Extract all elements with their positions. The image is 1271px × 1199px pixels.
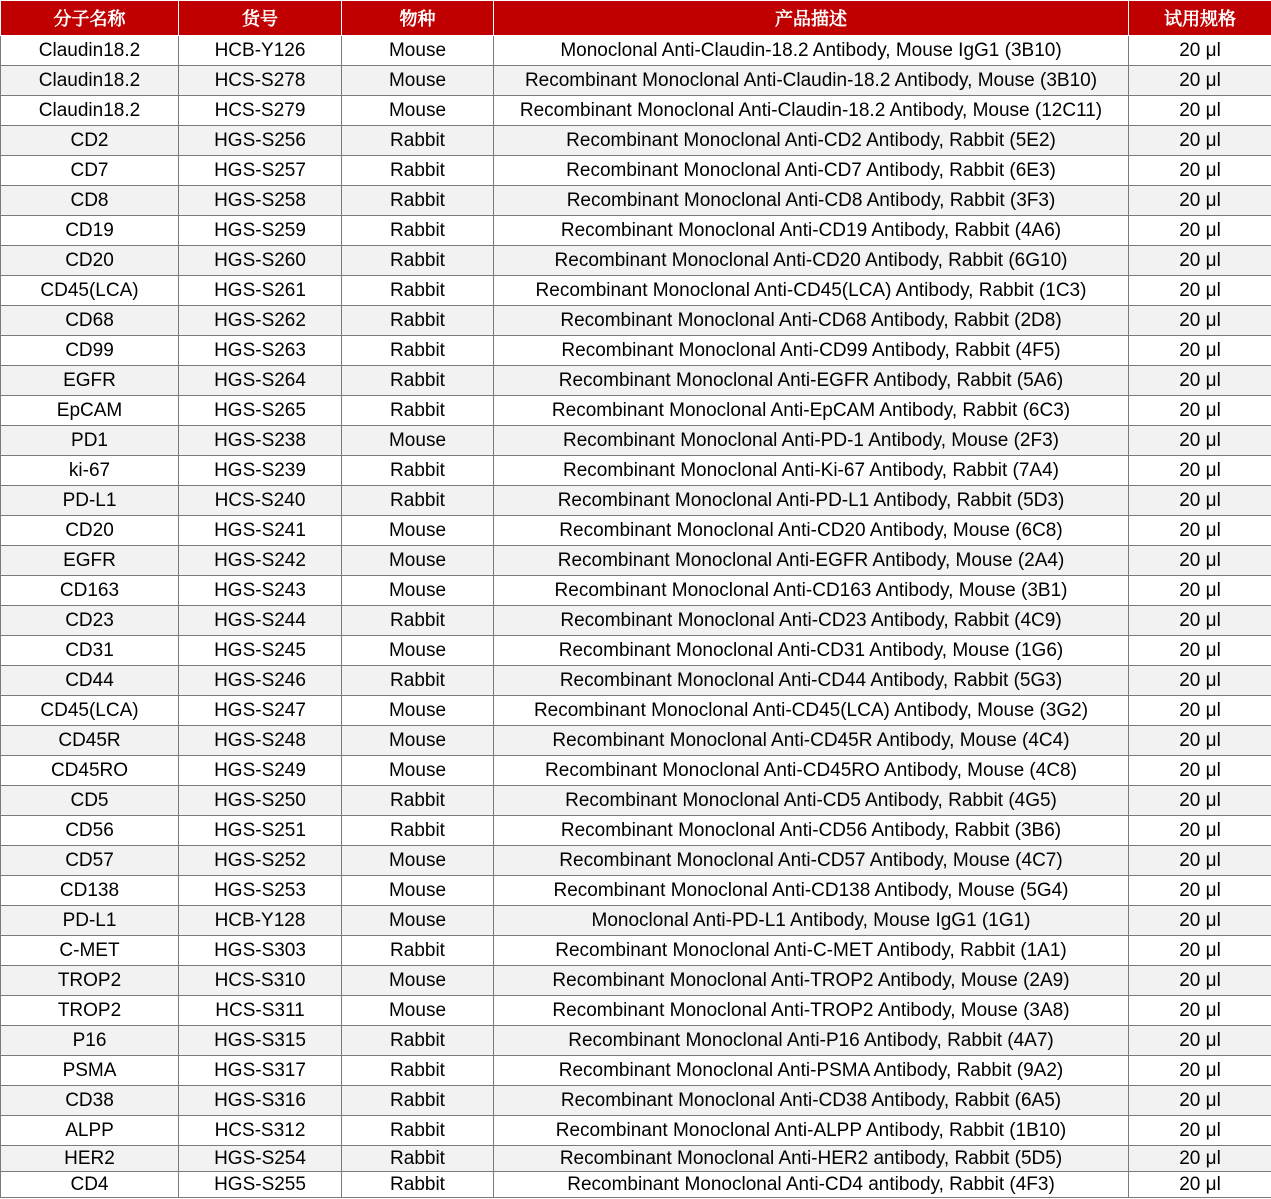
table-row — [1, 1086, 1271, 1116]
species-cell: Rabbit — [342, 306, 494, 336]
table-row — [1, 456, 1271, 486]
molecule-name-cell: EGFR — [1, 546, 179, 576]
molecule-name-cell: CD8 — [1, 186, 179, 216]
molecule-name-cell: Claudin18.2 — [1, 96, 179, 126]
trial-size-cell: 20 μl — [1129, 186, 1271, 216]
catalog-number-cell: HGS-S317 — [179, 1056, 342, 1086]
col-header-molecule-name: 分子名称 — [1, 1, 179, 36]
description-cell: Recombinant Monoclonal Anti-HER2 antibody, Rabbit (5D5) — [494, 1146, 1129, 1172]
molecule-name-cell: ki-67 — [1, 456, 179, 486]
table-row — [1, 576, 1271, 606]
trial-size-cell: 20 μl — [1129, 696, 1271, 726]
description-cell: Recombinant Monoclonal Anti-CD20 Antibody, Rabbit (6G10) — [494, 246, 1129, 276]
catalog-number-cell: HGS-S251 — [179, 816, 342, 846]
table-row — [1, 186, 1271, 216]
molecule-name-cell: CD56 — [1, 816, 179, 846]
table-row — [1, 696, 1271, 726]
catalog-number-cell: HGS-S316 — [179, 1086, 342, 1116]
molecule-name-cell: CD99 — [1, 336, 179, 366]
species-cell: Rabbit — [342, 786, 494, 816]
trial-size-cell: 20 μl — [1129, 96, 1271, 126]
molecule-name-cell: CD44 — [1, 666, 179, 696]
species-cell: Rabbit — [342, 606, 494, 636]
trial-size-cell: 20 μl — [1129, 966, 1271, 996]
catalog-number-cell: HGS-S254 — [179, 1146, 342, 1172]
molecule-name-cell: CD138 — [1, 876, 179, 906]
species-cell: Rabbit — [342, 336, 494, 366]
catalog-number-cell: HCS-S279 — [179, 96, 342, 126]
molecule-name-cell: CD20 — [1, 516, 179, 546]
trial-size-cell: 20 μl — [1129, 66, 1271, 96]
species-cell: Mouse — [342, 726, 494, 756]
molecule-name-cell: TROP2 — [1, 996, 179, 1026]
table-row — [1, 426, 1271, 456]
table-row — [1, 1146, 1271, 1172]
trial-size-cell: 20 μl — [1129, 366, 1271, 396]
description-cell: Recombinant Monoclonal Anti-C-MET Antibody, Rabbit (1A1) — [494, 936, 1129, 966]
species-cell: Mouse — [342, 576, 494, 606]
molecule-name-cell: CD4 — [1, 1172, 179, 1198]
catalog-number-cell: HGS-S260 — [179, 246, 342, 276]
description-cell: Recombinant Monoclonal Anti-CD45RO Antibody, Mouse (4C8) — [494, 756, 1129, 786]
molecule-name-cell: CD20 — [1, 246, 179, 276]
species-cell: Mouse — [342, 906, 494, 936]
species-cell: Mouse — [342, 426, 494, 456]
species-cell: Rabbit — [342, 1116, 494, 1146]
trial-size-cell: 20 μl — [1129, 336, 1271, 366]
table-row — [1, 846, 1271, 876]
trial-size-cell: 20 μl — [1129, 876, 1271, 906]
description-cell: Recombinant Monoclonal Anti-CD23 Antibody, Rabbit (4C9) — [494, 606, 1129, 636]
species-cell: Rabbit — [342, 126, 494, 156]
trial-size-cell: 20 μl — [1129, 1056, 1271, 1086]
description-cell: Recombinant Monoclonal Anti-CD5 Antibody, Rabbit (4G5) — [494, 786, 1129, 816]
table-row — [1, 816, 1271, 846]
species-cell: Rabbit — [342, 366, 494, 396]
catalog-number-cell: HCB-Y126 — [179, 36, 342, 66]
trial-size-cell: 20 μl — [1129, 216, 1271, 246]
species-cell: Mouse — [342, 996, 494, 1026]
species-cell: Rabbit — [342, 1172, 494, 1198]
molecule-name-cell: P16 — [1, 1026, 179, 1056]
molecule-name-cell: HER2 — [1, 1146, 179, 1172]
description-cell: Recombinant Monoclonal Anti-CD4 antibody, Rabbit (4F3) — [494, 1172, 1129, 1198]
catalog-number-cell: HGS-S242 — [179, 546, 342, 576]
catalog-number-cell: HGS-S257 — [179, 156, 342, 186]
table-row — [1, 366, 1271, 396]
description-cell: Monoclonal Anti-Claudin-18.2 Antibody, Mouse IgG1 (3B10) — [494, 36, 1129, 66]
molecule-name-cell: Claudin18.2 — [1, 66, 179, 96]
trial-size-cell: 20 μl — [1129, 1086, 1271, 1116]
catalog-number-cell: HGS-S238 — [179, 426, 342, 456]
description-cell: Recombinant Monoclonal Anti-P16 Antibody, Rabbit (4A7) — [494, 1026, 1129, 1056]
table-row — [1, 396, 1271, 426]
trial-size-cell: 20 μl — [1129, 756, 1271, 786]
table-row — [1, 726, 1271, 756]
table-row — [1, 1026, 1271, 1056]
molecule-name-cell: CD45(LCA) — [1, 276, 179, 306]
catalog-number-cell: HGS-S265 — [179, 396, 342, 426]
species-cell: Rabbit — [342, 1086, 494, 1116]
table-row — [1, 36, 1271, 66]
catalog-number-cell: HCS-S312 — [179, 1116, 342, 1146]
species-cell: Rabbit — [342, 186, 494, 216]
catalog-number-cell: HGS-S315 — [179, 1026, 342, 1056]
molecule-name-cell: CD2 — [1, 126, 179, 156]
trial-size-cell: 20 μl — [1129, 426, 1271, 456]
trial-size-cell: 20 μl — [1129, 606, 1271, 636]
catalog-number-cell: HCS-S310 — [179, 966, 342, 996]
description-cell: Recombinant Monoclonal Anti-CD163 Antibody, Mouse (3B1) — [494, 576, 1129, 606]
molecule-name-cell: PSMA — [1, 1056, 179, 1086]
trial-size-cell: 20 μl — [1129, 786, 1271, 816]
molecule-name-cell: CD7 — [1, 156, 179, 186]
table-row — [1, 906, 1271, 936]
description-cell: Recombinant Monoclonal Anti-PD-1 Antibody, Mouse (2F3) — [494, 426, 1129, 456]
molecule-name-cell: CD45(LCA) — [1, 696, 179, 726]
table-row — [1, 1056, 1271, 1086]
catalog-number-cell: HGS-S246 — [179, 666, 342, 696]
description-cell: Recombinant Monoclonal Anti-ALPP Antibody, Rabbit (1B10) — [494, 1116, 1129, 1146]
catalog-number-cell: HGS-S256 — [179, 126, 342, 156]
description-cell: Recombinant Monoclonal Anti-CD8 Antibody, Rabbit (3F3) — [494, 186, 1129, 216]
catalog-number-cell: HGS-S249 — [179, 756, 342, 786]
trial-size-cell: 20 μl — [1129, 396, 1271, 426]
trial-size-cell: 20 μl — [1129, 246, 1271, 276]
table-row — [1, 66, 1271, 96]
molecule-name-cell: CD163 — [1, 576, 179, 606]
table-row — [1, 966, 1271, 996]
molecule-name-cell: PD1 — [1, 426, 179, 456]
trial-size-cell: 20 μl — [1129, 156, 1271, 186]
species-cell: Rabbit — [342, 936, 494, 966]
description-cell: Recombinant Monoclonal Anti-PD-L1 Antibody, Rabbit (5D3) — [494, 486, 1129, 516]
catalog-number-cell: HGS-S250 — [179, 786, 342, 816]
description-cell: Recombinant Monoclonal Anti-EGFR Antibody, Mouse (2A4) — [494, 546, 1129, 576]
description-cell: Recombinant Monoclonal Anti-CD19 Antibody, Rabbit (4A6) — [494, 216, 1129, 246]
catalog-number-cell: HCS-S240 — [179, 486, 342, 516]
trial-size-cell: 20 μl — [1129, 1116, 1271, 1146]
trial-size-cell: 20 μl — [1129, 1146, 1271, 1172]
table-row — [1, 786, 1271, 816]
catalog-number-cell: HGS-S255 — [179, 1172, 342, 1198]
species-cell: Mouse — [342, 756, 494, 786]
molecule-name-cell: CD68 — [1, 306, 179, 336]
species-cell: Rabbit — [342, 666, 494, 696]
trial-size-cell: 20 μl — [1129, 546, 1271, 576]
table-row — [1, 546, 1271, 576]
species-cell: Mouse — [342, 696, 494, 726]
species-cell: Mouse — [342, 36, 494, 66]
catalog-number-cell: HGS-S248 — [179, 726, 342, 756]
table-row — [1, 636, 1271, 666]
description-cell: Recombinant Monoclonal Anti-CD45R Antibody, Mouse (4C4) — [494, 726, 1129, 756]
molecule-name-cell: CD45RO — [1, 756, 179, 786]
catalog-number-cell: HGS-S244 — [179, 606, 342, 636]
description-cell: Recombinant Monoclonal Anti-CD68 Antibody, Rabbit (2D8) — [494, 306, 1129, 336]
description-cell: Recombinant Monoclonal Anti-CD44 Antibody, Rabbit (5G3) — [494, 666, 1129, 696]
catalog-number-cell: HGS-S253 — [179, 876, 342, 906]
species-cell: Mouse — [342, 546, 494, 576]
table-row — [1, 516, 1271, 546]
molecule-name-cell: CD5 — [1, 786, 179, 816]
trial-size-cell: 20 μl — [1129, 726, 1271, 756]
trial-size-cell: 20 μl — [1129, 36, 1271, 66]
species-cell: Mouse — [342, 636, 494, 666]
catalog-number-cell: HGS-S239 — [179, 456, 342, 486]
trial-size-cell: 20 μl — [1129, 1026, 1271, 1056]
catalog-number-cell: HGS-S262 — [179, 306, 342, 336]
description-cell: Recombinant Monoclonal Anti-PSMA Antibody, Rabbit (9A2) — [494, 1056, 1129, 1086]
molecule-name-cell: CD38 — [1, 1086, 179, 1116]
header-row — [1, 1, 1271, 36]
description-cell: Recombinant Monoclonal Anti-EGFR Antibody, Rabbit (5A6) — [494, 366, 1129, 396]
description-cell: Recombinant Monoclonal Anti-CD7 Antibody, Rabbit (6E3) — [494, 156, 1129, 186]
species-cell: Rabbit — [342, 456, 494, 486]
trial-size-cell: 20 μl — [1129, 666, 1271, 696]
description-cell: Recombinant Monoclonal Anti-TROP2 Antibody, Mouse (2A9) — [494, 966, 1129, 996]
trial-size-cell: 20 μl — [1129, 126, 1271, 156]
molecule-name-cell: CD31 — [1, 636, 179, 666]
molecule-name-cell: EpCAM — [1, 396, 179, 426]
molecule-name-cell: Claudin18.2 — [1, 36, 179, 66]
table-row — [1, 126, 1271, 156]
trial-size-cell: 20 μl — [1129, 486, 1271, 516]
table-row — [1, 666, 1271, 696]
table-row — [1, 246, 1271, 276]
catalog-number-cell: HGS-S247 — [179, 696, 342, 726]
catalog-number-cell: HGS-S303 — [179, 936, 342, 966]
table-row — [1, 336, 1271, 366]
trial-size-cell: 20 μl — [1129, 576, 1271, 606]
description-cell: Recombinant Monoclonal Anti-Claudin-18.2 Antibody, Mouse (3B10) — [494, 66, 1129, 96]
catalog-number-cell: HGS-S258 — [179, 186, 342, 216]
species-cell: Rabbit — [342, 1146, 494, 1172]
table-row — [1, 156, 1271, 186]
col-header-product-description: 产品描述 — [494, 1, 1129, 36]
trial-size-cell: 20 μl — [1129, 636, 1271, 666]
species-cell: Mouse — [342, 876, 494, 906]
molecule-name-cell: EGFR — [1, 366, 179, 396]
table-row — [1, 276, 1271, 306]
col-header-catalog-number: 货号 — [179, 1, 342, 36]
trial-size-cell: 20 μl — [1129, 906, 1271, 936]
species-cell: Mouse — [342, 966, 494, 996]
description-cell: Recombinant Monoclonal Anti-CD20 Antibody, Mouse (6C8) — [494, 516, 1129, 546]
description-cell: Recombinant Monoclonal Anti-CD38 Antibody, Rabbit (6A5) — [494, 1086, 1129, 1116]
species-cell: Rabbit — [342, 156, 494, 186]
table-row — [1, 756, 1271, 786]
catalog-number-cell: HCS-S311 — [179, 996, 342, 1026]
molecule-name-cell: CD23 — [1, 606, 179, 636]
col-header-trial-size: 试用规格 — [1129, 1, 1271, 36]
catalog-number-cell: HGS-S245 — [179, 636, 342, 666]
catalog-number-cell: HGS-S263 — [179, 336, 342, 366]
table-row — [1, 486, 1271, 516]
molecule-name-cell: CD19 — [1, 216, 179, 246]
molecule-name-cell: TROP2 — [1, 966, 179, 996]
trial-size-cell: 20 μl — [1129, 456, 1271, 486]
species-cell: Mouse — [342, 96, 494, 126]
description-cell: Recombinant Monoclonal Anti-Claudin-18.2 Antibody, Mouse (12C11) — [494, 96, 1129, 126]
species-cell: Mouse — [342, 66, 494, 96]
species-cell: Rabbit — [342, 276, 494, 306]
description-cell: Recombinant Monoclonal Anti-CD57 Antibody, Mouse (4C7) — [494, 846, 1129, 876]
description-cell: Recombinant Monoclonal Anti-EpCAM Antibody, Rabbit (6C3) — [494, 396, 1129, 426]
catalog-number-cell: HGS-S252 — [179, 846, 342, 876]
description-cell: Recombinant Monoclonal Anti-CD31 Antibody, Mouse (1G6) — [494, 636, 1129, 666]
catalog-number-cell: HGS-S243 — [179, 576, 342, 606]
table-row — [1, 1116, 1271, 1146]
catalog-number-cell: HGS-S259 — [179, 216, 342, 246]
species-cell: Rabbit — [342, 216, 494, 246]
table-body — [1, 36, 1271, 1198]
description-cell: Recombinant Monoclonal Anti-CD99 Antibody, Rabbit (4F5) — [494, 336, 1129, 366]
catalog-number-cell: HCB-Y128 — [179, 906, 342, 936]
catalog-number-cell: HGS-S241 — [179, 516, 342, 546]
table-row — [1, 606, 1271, 636]
table-row — [1, 1172, 1271, 1198]
table-row — [1, 216, 1271, 246]
trial-size-cell: 20 μl — [1129, 1172, 1271, 1198]
catalog-number-cell: HGS-S264 — [179, 366, 342, 396]
molecule-name-cell: C-MET — [1, 936, 179, 966]
trial-size-cell: 20 μl — [1129, 516, 1271, 546]
trial-size-cell: 20 μl — [1129, 276, 1271, 306]
table-row — [1, 96, 1271, 126]
trial-size-cell: 20 μl — [1129, 846, 1271, 876]
description-cell: Recombinant Monoclonal Anti-CD45(LCA) Antibody, Mouse (3G2) — [494, 696, 1129, 726]
trial-size-cell: 20 μl — [1129, 306, 1271, 336]
species-cell: Rabbit — [342, 1026, 494, 1056]
description-cell: Recombinant Monoclonal Anti-TROP2 Antibody, Mouse (3A8) — [494, 996, 1129, 1026]
molecule-name-cell: PD-L1 — [1, 486, 179, 516]
catalog-number-cell: HGS-S261 — [179, 276, 342, 306]
catalog-number-cell: HCS-S278 — [179, 66, 342, 96]
description-cell: Recombinant Monoclonal Anti-Ki-67 Antibody, Rabbit (7A4) — [494, 456, 1129, 486]
description-cell: Recombinant Monoclonal Anti-CD45(LCA) Antibody, Rabbit (1C3) — [494, 276, 1129, 306]
description-cell: Monoclonal Anti-PD-L1 Antibody, Mouse IgG1 (1G1) — [494, 906, 1129, 936]
description-cell: Recombinant Monoclonal Anti-CD56 Antibody, Rabbit (3B6) — [494, 816, 1129, 846]
table-row — [1, 306, 1271, 336]
molecule-name-cell: CD45R — [1, 726, 179, 756]
table-row — [1, 936, 1271, 966]
description-cell: Recombinant Monoclonal Anti-CD2 Antibody, Rabbit (5E2) — [494, 126, 1129, 156]
species-cell: Rabbit — [342, 396, 494, 426]
molecule-name-cell: CD57 — [1, 846, 179, 876]
species-cell: Mouse — [342, 516, 494, 546]
trial-size-cell: 20 μl — [1129, 936, 1271, 966]
table-row — [1, 996, 1271, 1026]
species-cell: Mouse — [342, 846, 494, 876]
trial-size-cell: 20 μl — [1129, 816, 1271, 846]
species-cell: Rabbit — [342, 486, 494, 516]
table-row — [1, 876, 1271, 906]
molecule-name-cell: PD-L1 — [1, 906, 179, 936]
trial-size-cell: 20 μl — [1129, 996, 1271, 1026]
molecule-name-cell: ALPP — [1, 1116, 179, 1146]
description-cell: Recombinant Monoclonal Anti-CD138 Antibody, Mouse (5G4) — [494, 876, 1129, 906]
col-header-species: 物种 — [342, 1, 494, 36]
species-cell: Rabbit — [342, 246, 494, 276]
species-cell: Rabbit — [342, 1056, 494, 1086]
species-cell: Rabbit — [342, 816, 494, 846]
